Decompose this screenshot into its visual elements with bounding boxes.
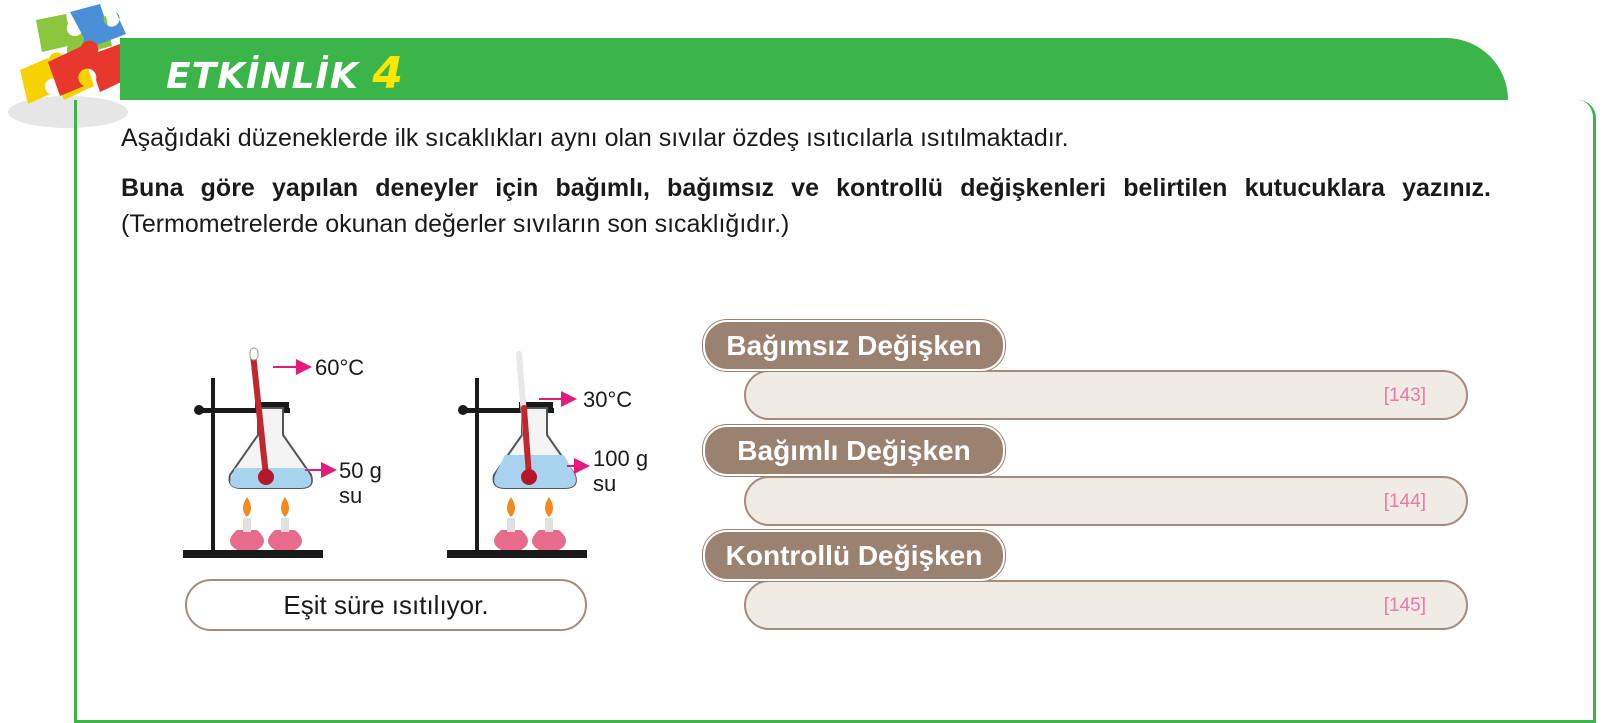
setup-2-temperature: 30°C xyxy=(583,387,633,412)
activity-word: ETKİNLİK xyxy=(166,56,359,97)
setup-1 xyxy=(183,348,335,558)
activity-number: 4 xyxy=(372,48,404,99)
setup-2 xyxy=(447,354,588,558)
experiment-figure xyxy=(175,340,665,570)
dependent-variable-label: Bağımlı Değişken xyxy=(703,425,1005,476)
dependent-variable-box[interactable] xyxy=(744,476,1468,526)
question-normal: (Termometrelerde okunan değerler sıvıların son sıcaklığıdır.) xyxy=(121,210,790,238)
independent-variable-label: Bağımsız Değişken xyxy=(703,320,1005,371)
heating-note: Eşit süre ısıtılıyor. xyxy=(185,579,587,631)
setup-1-temperature: 60°C xyxy=(315,355,365,380)
question-bold: Buna göre yapılan deneyler için bağımlı, bağımsız ve kontrollü değişkenleri belirtilen kutucuklara yazınız. xyxy=(121,174,1491,202)
setup-1-mass: 50 g xyxy=(339,458,382,483)
intro-text: Aşağıdaki düzeneklerde ilk sıcaklıkları aynı olan sıvılar özdeş ısıtıcılarla ısıtılmaktadır. xyxy=(121,124,1069,152)
setup-1-liquid: su xyxy=(339,483,363,508)
controlled-variable-label: Kontrollü Değişken xyxy=(703,530,1005,581)
setup-2-liquid: su xyxy=(593,471,617,496)
independent-variable-code: [143] xyxy=(1383,385,1426,406)
independent-variable-box[interactable] xyxy=(744,370,1468,420)
setup-2-mass: 100 g xyxy=(593,446,649,471)
dependent-variable-code: [144] xyxy=(1383,491,1426,512)
controlled-variable-box[interactable] xyxy=(744,580,1468,630)
activity-title xyxy=(166,48,404,99)
question-text xyxy=(121,170,1491,242)
controlled-variable-code: [145] xyxy=(1383,595,1426,616)
